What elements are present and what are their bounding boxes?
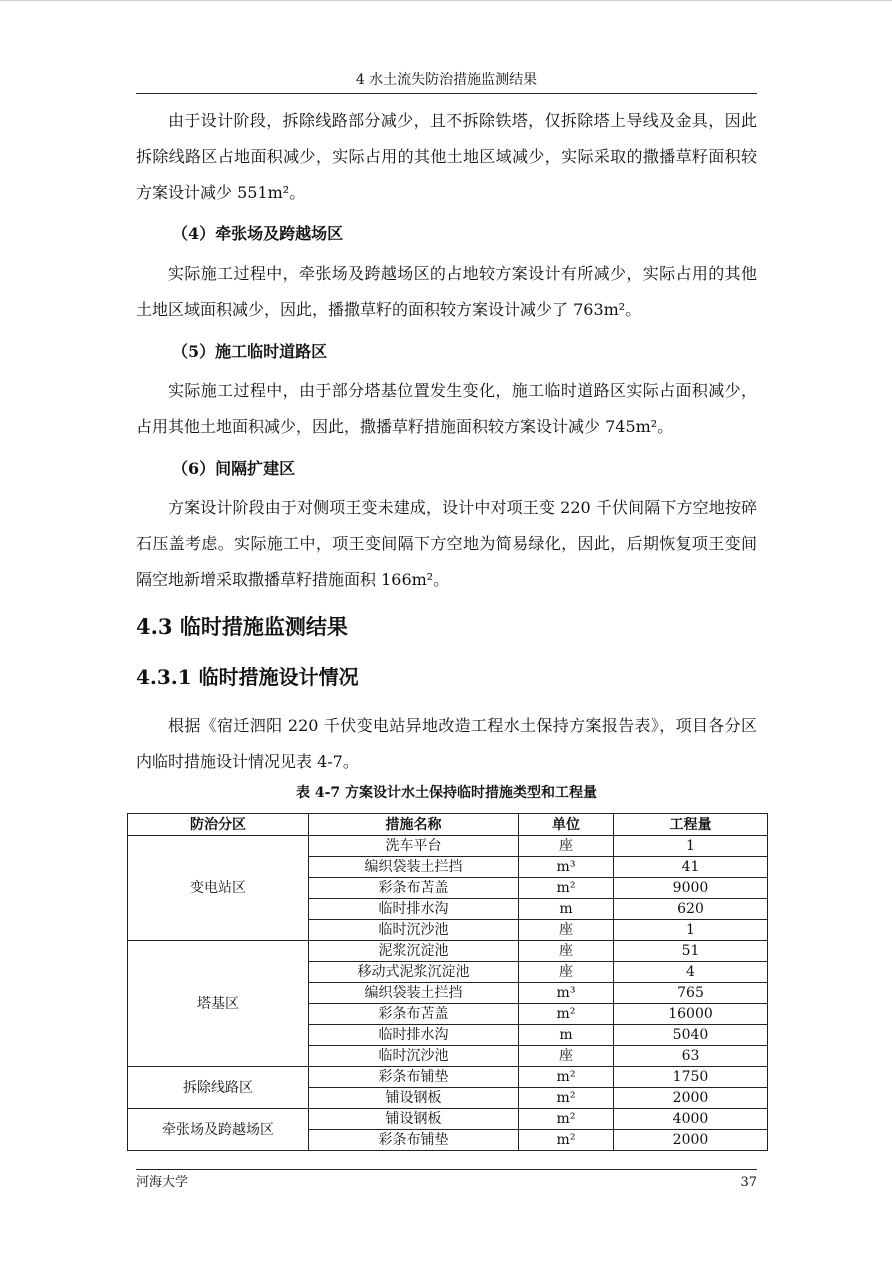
unit-cell: m²: [519, 1109, 614, 1130]
zone-cell: 拆除线路区: [128, 1067, 309, 1109]
header-rule: [136, 93, 757, 94]
footer-rule: [136, 1169, 757, 1170]
unit-cell: 座: [519, 1046, 614, 1067]
zone-cell: 牵张场及跨越场区: [128, 1109, 309, 1151]
quantity-cell: 1750: [614, 1067, 768, 1088]
measure-cell: 临时沉沙池: [309, 920, 519, 941]
unit-cell: 座: [519, 920, 614, 941]
quantity-cell: 765: [614, 983, 768, 1004]
quantity-cell: 1: [614, 836, 768, 857]
quantity-cell: 2000: [614, 1088, 768, 1109]
unit-cell: m: [519, 1025, 614, 1046]
unit-cell: m²: [519, 1130, 614, 1151]
measure-cell: 泥浆沉淀池: [309, 941, 519, 962]
quantity-cell: 4: [614, 962, 768, 983]
page-number: 37: [740, 1175, 757, 1190]
paragraph-tension-field: 实际施工过程中，牵张场及跨越场区的占地较方案设计有所减少，实际占用的其他土地区域面积减少，因此，播撒草籽的面积较方案设计减少了 763m²。: [136, 264, 757, 319]
section-heading-4-3: 4.3 临时措施监测结果: [136, 614, 348, 639]
zone-cell: 塔基区: [128, 941, 309, 1067]
table-header-row: [128, 814, 768, 836]
quantity-cell: 2000: [614, 1130, 768, 1151]
table-row: [128, 836, 768, 857]
unit-cell: m³: [519, 983, 614, 1004]
measure-cell: 彩条布苫盖: [309, 1004, 519, 1025]
section-heading-4-3-1: 4.3.1 临时措施设计情况: [136, 665, 359, 689]
measure-cell: 临时排水沟: [309, 899, 519, 920]
running-header: 4 水土流失防治措施监测结果: [355, 72, 538, 88]
quantity-cell: 51: [614, 941, 768, 962]
measure-cell: 洗车平台: [309, 836, 519, 857]
subheading-tension-field: （4）牵张场及跨越场区: [172, 224, 344, 243]
measure-cell: 编织袋装土拦挡: [309, 983, 519, 1004]
measure-cell: 铺设钢板: [309, 1109, 519, 1130]
table-caption: 表 4-7 方案设计水土保持临时措施类型和工程量: [295, 785, 598, 801]
quantity-cell: 5040: [614, 1025, 768, 1046]
measure-cell: 移动式泥浆沉淀池: [309, 962, 519, 983]
header-unit: 单位: [519, 814, 614, 836]
header-measure: 措施名称: [309, 814, 519, 836]
quantity-cell: 41: [614, 857, 768, 878]
unit-cell: m²: [519, 878, 614, 899]
footer-institution: 河海大学: [136, 1175, 189, 1190]
quantity-cell: 4000: [614, 1109, 768, 1130]
unit-cell: m²: [519, 1067, 614, 1088]
quantity-cell: 1: [614, 920, 768, 941]
quantity-cell: 16000: [614, 1004, 768, 1025]
unit-cell: m³: [519, 857, 614, 878]
unit-cell: m²: [519, 1004, 614, 1025]
unit-cell: m: [519, 899, 614, 920]
unit-cell: 座: [519, 941, 614, 962]
measure-cell: 编织袋装土拦挡: [309, 857, 519, 878]
zone-cell: 变电站区: [128, 836, 309, 941]
table-row: [128, 941, 768, 962]
measure-cell: 彩条布铺垫: [309, 1130, 519, 1151]
subheading-bay-extension: （6）间隔扩建区: [172, 459, 296, 478]
header-zone: 防治分区: [128, 814, 309, 836]
table-row: [128, 1067, 768, 1088]
unit-cell: 座: [519, 962, 614, 983]
subheading-temporary-road: （5）施工临时道路区: [172, 342, 328, 361]
quantity-cell: 620: [614, 899, 768, 920]
unit-cell: m²: [519, 1088, 614, 1109]
measure-cell: 铺设钢板: [309, 1088, 519, 1109]
measure-cell: 彩条布苫盖: [309, 878, 519, 899]
header-quantity: 工程量: [614, 814, 768, 836]
paragraph-line-removal-area: 由于设计阶段，拆除线路部分减少，且不拆除铁塔，仅拆除塔上导线及金具，因此拆除线路区占地面积减少，实际占用的其他土地区域减少，实际采取的撒播草籽面积较方案设计减少 551m²。: [136, 111, 757, 202]
measure-cell: 彩条布铺垫: [309, 1067, 519, 1088]
quantity-cell: 63: [614, 1046, 768, 1067]
quantity-cell: 9000: [614, 878, 768, 899]
temporary-measures-table: [127, 813, 768, 1151]
table-row: [128, 1109, 768, 1130]
page-top-edge: [0, 0, 892, 1]
paragraph-temporary-road: 实际施工过程中，由于部分塔基位置发生变化，施工临时道路区实际占面积减少，占用其他土地面积减少，因此，撒播草籽措施面积较方案设计减少 745m²。: [136, 381, 757, 436]
unit-cell: 座: [519, 836, 614, 857]
measure-cell: 临时排水沟: [309, 1025, 519, 1046]
paragraph-table-intro: 根据《宿迁泗阳 220 千伏变电站异地改造工程水土保持方案报告表》，项目各分区内临时措施设计情况见表 4-7。: [136, 716, 757, 771]
measure-cell: 临时沉沙池: [309, 1046, 519, 1067]
paragraph-bay-extension: 方案设计阶段由于对侧项王变未建成，设计中对项王变 220 千伏间隔下方空地按碎石压盖考虑。实际施工中，项王变间隔下方空地为简易绿化，因此，后期恢复项王变间隔空地新增采取撒播草籽措施面积 166m²。: [136, 498, 757, 589]
